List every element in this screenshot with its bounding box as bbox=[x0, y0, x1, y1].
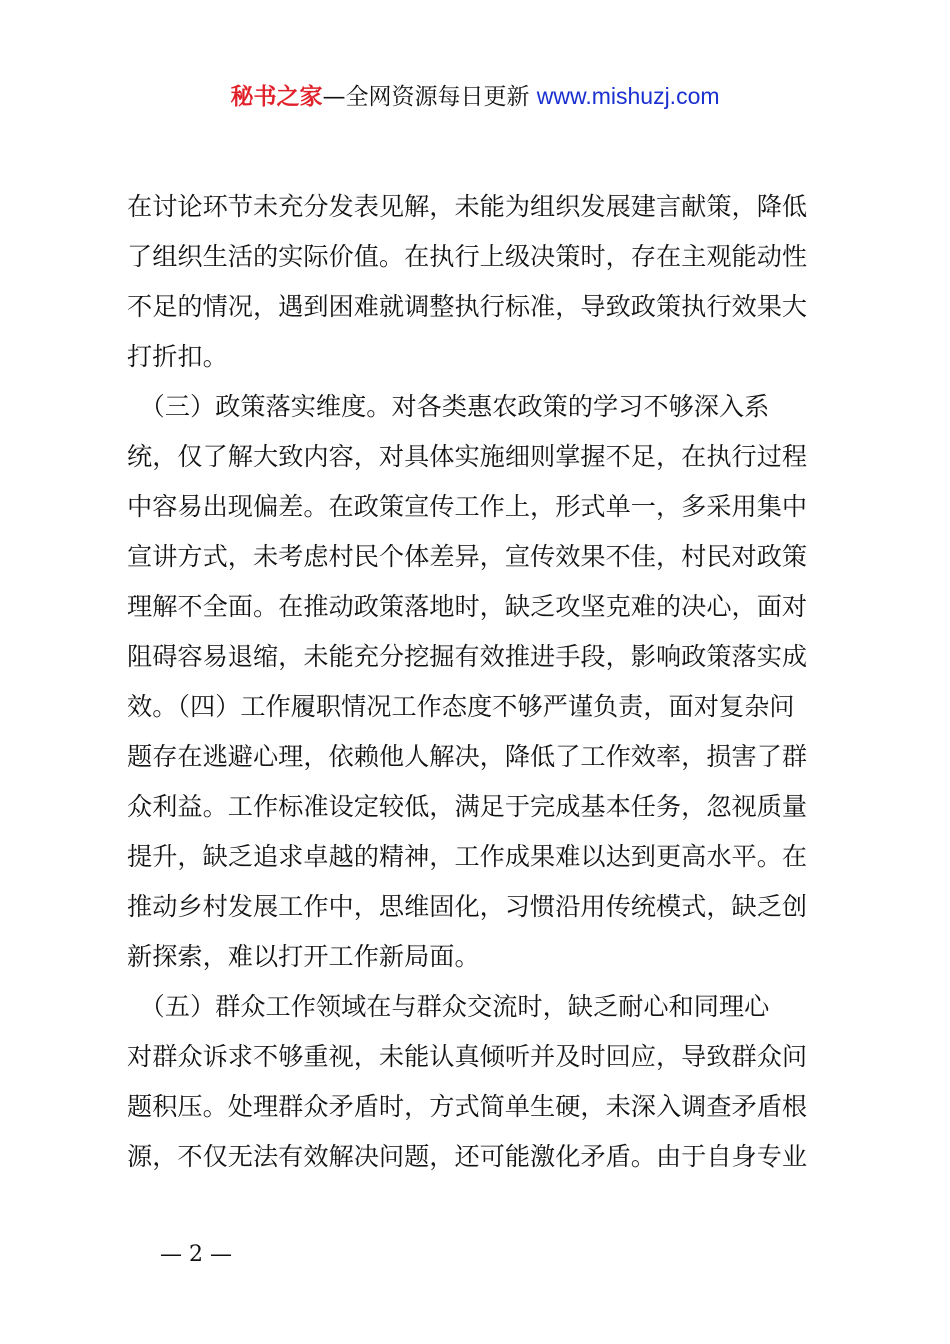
text-line: 源，不仅无法有效解决问题，还可能激化矛盾。由于自身专业 bbox=[127, 1142, 808, 1171]
text-line: 统，仅了解大致内容，对具体实施细则掌握不足，在执行过程 bbox=[127, 442, 808, 471]
text-line: 了组织生活的实际价值。在执行上级决策时，存在主观能动性 bbox=[127, 242, 808, 271]
page-number: — 2 — bbox=[160, 1242, 232, 1267]
text-line: 题存在逃避心理，依赖他人解决，降低了工作效率，损害了群 bbox=[127, 742, 808, 771]
text-line: 新探索，难以打开工作新局面。 bbox=[127, 942, 480, 971]
text-line: 众利益。工作标准设定较低，满足于完成基本任务，忽视质量 bbox=[127, 792, 808, 821]
site-url[interactable]: www.mishuzj.com bbox=[536, 83, 720, 109]
site-name: 秘书之家 bbox=[230, 84, 323, 110]
text-line: 中容易出现偏差。在政策宣传工作上，形式单一，多采用集中 bbox=[127, 492, 808, 521]
document-body bbox=[127, 182, 837, 1182]
text-line: 在讨论环节未充分发表见解，未能为组织发展建言献策，降低 bbox=[127, 192, 808, 221]
text-line: 不足的情况，遇到困难就调整执行标准，导致政策执行效果大 bbox=[127, 292, 808, 321]
text-line: 宣讲方式，未考虑村民个体差异，宣传效果不佳，村民对政策 bbox=[127, 542, 808, 571]
text-line: 理解不全面。在推动政策落地时，缺乏攻坚克难的决心，面对 bbox=[127, 592, 808, 621]
text-line: 提升，缺乏追求卓越的精神，工作成果难以达到更高水平。在 bbox=[127, 842, 808, 871]
text-line: 打折扣。 bbox=[127, 342, 228, 371]
site-tagline: —全网资源每日更新 bbox=[322, 84, 537, 110]
document-header bbox=[0, 80, 950, 113]
text-line: 效。（四）工作履职情况工作态度不够严谨负责，面对复杂问 bbox=[127, 692, 795, 721]
text-line: （三）政策落实维度。对各类惠农政策的学习不够深入系 bbox=[127, 392, 770, 421]
text-line: 阻碍容易退缩，未能充分挖掘有效推进手段，影响政策落实成 bbox=[127, 642, 808, 671]
text-line: 题积压。处理群众矛盾时，方式简单生硬，未深入调查矛盾根 bbox=[127, 1092, 808, 1121]
text-line: 推动乡村发展工作中，思维固化，习惯沿用传统模式，缺乏创 bbox=[127, 892, 808, 921]
text-line: （五）群众工作领域在与群众交流时，缺乏耐心和同理心 bbox=[127, 992, 770, 1021]
text-line: 对群众诉求不够重视，未能认真倾听并及时回应，导致群众问 bbox=[127, 1042, 808, 1071]
